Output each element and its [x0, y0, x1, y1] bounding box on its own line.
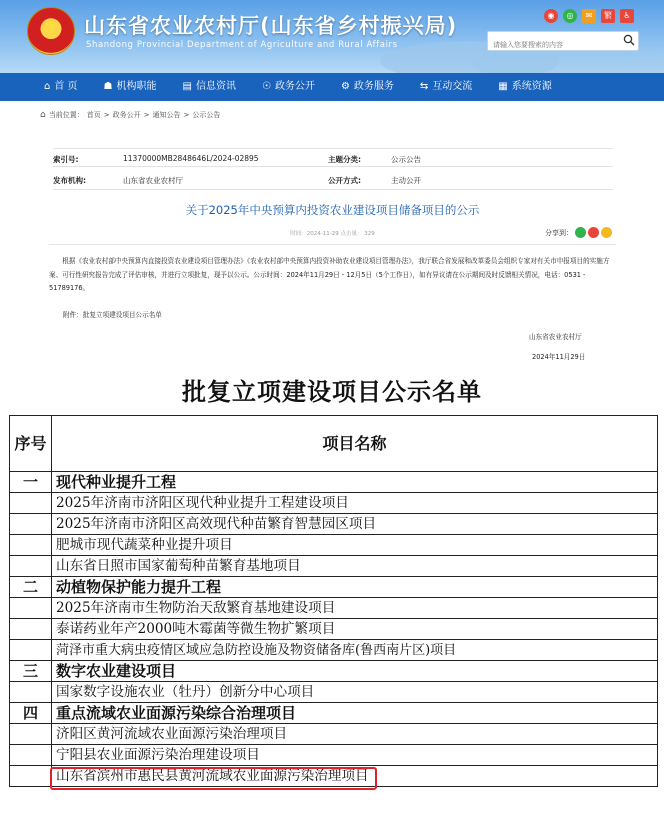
row-name: 现代种业提升工程 [52, 472, 658, 493]
nav-item-resources[interactable]: ▦ 系统资源 [498, 73, 551, 101]
row-name: 国家数字设施农业（牡丹）创新分中心项目 [52, 682, 658, 703]
nav-item-interaction[interactable]: ⇆ 互动交流 [420, 73, 472, 101]
table-header-row [10, 416, 658, 472]
nav-item-organization[interactable]: ☗ 机构职能 [104, 73, 157, 101]
row-name: 泰诺药业年产2000吨木霉菌等微生物扩繁项目 [52, 619, 658, 640]
table-row [10, 535, 658, 556]
breadcrumb-separator: > [183, 111, 190, 119]
national-emblem-icon[interactable]: ★ [27, 7, 75, 55]
row-name: 山东省日照市国家葡萄种苗繁育基地项目 [52, 556, 658, 577]
row-no: 四 [10, 703, 52, 724]
highlight-box [50, 767, 377, 790]
news-icon: ▤ [182, 81, 192, 92]
col-header-name: 项目名称 [52, 416, 658, 472]
breadcrumb-separator: > [103, 111, 110, 119]
row-no [10, 598, 52, 619]
index-value: 11370000MB2848646L/2024-02895 [123, 154, 259, 163]
home-icon: ⌂ [40, 110, 46, 120]
search-input[interactable] [488, 37, 622, 53]
meta-divider [53, 148, 613, 149]
home-icon: ⌂ [44, 81, 51, 92]
breadcrumb [40, 110, 220, 120]
signature-date: 2024年11月29日 [532, 353, 586, 361]
row-name: 重点流域农业面源污染综合治理项目 [52, 703, 658, 724]
row-no [10, 682, 52, 703]
publisher-label: 发布机构: [53, 176, 86, 185]
share-label: 分享到： [545, 228, 573, 237]
main-nav [0, 73, 664, 101]
row-no [10, 556, 52, 577]
table-row [10, 682, 658, 703]
category-value: 公示公告 [391, 155, 421, 164]
wechat-share-icon[interactable] [575, 227, 586, 238]
accessibility-icon[interactable]: ♿ [620, 9, 634, 23]
breadcrumb-separator: > [143, 111, 150, 119]
row-no [10, 766, 52, 787]
table-row [10, 661, 658, 682]
qzone-share-icon[interactable] [601, 227, 612, 238]
gov-info-icon: ☉ [261, 81, 271, 92]
interaction-icon: ⇆ [419, 81, 429, 92]
row-no [10, 493, 52, 514]
nav-item-news[interactable]: ▤ 信息资讯 [183, 73, 236, 101]
article-body: 根据《农业农村部中央预算内直接投资农业建设项目管理办法》《农业农村部中央预算内投资补助农业建设项目管理办法》，我厅联合省发展和改革委员会组织专家对有关市申报项目的实施方案、可行性研究报告完成了评估审核，并进行立项批复，现予以公示。公示时间：2024年11月29日 - 12月5日（5个工作日），如有异议请在公示期间及时反馈相关情况，电话：0531 - 51789176。 [49, 257, 610, 292]
row-no [10, 640, 52, 661]
row-name: 2025年济南市济阳区现代种业提升工程建设项目 [52, 493, 658, 514]
service-icon: ⚙ [340, 81, 350, 92]
meta-divider [53, 166, 613, 167]
nav-item-home[interactable]: ⌂ 首 页 [44, 73, 78, 101]
search-box [487, 31, 639, 51]
row-no [10, 535, 52, 556]
row-no [10, 724, 52, 745]
category-label: 主题分类: [328, 155, 361, 164]
row-name: 2025年济南市生物防治天敌繁育基地建设项目 [52, 598, 658, 619]
mail-icon[interactable]: ✉ [582, 9, 596, 23]
table-row [10, 640, 658, 661]
row-no: 一 [10, 472, 52, 493]
article-info: 时间：2024-11-29 点击量： 329 [290, 231, 375, 237]
breadcrumb-item[interactable]: 政务公开 [112, 111, 141, 119]
meta-divider [53, 189, 613, 190]
weibo-icon[interactable]: ◉ [544, 9, 558, 23]
col-header-no: 序号 [10, 416, 52, 472]
nav-item-gov-info[interactable]: ☉ 政务公开 [262, 73, 315, 101]
site-header [0, 0, 664, 73]
row-no: 三 [10, 661, 52, 682]
row-no: 二 [10, 577, 52, 598]
breadcrumb-item[interactable]: 公示公告 [192, 111, 221, 119]
social-links [544, 9, 634, 23]
row-name: 数字农业建设项目 [52, 661, 658, 682]
table-row [10, 724, 658, 745]
article-card [35, 128, 630, 370]
traditional-chinese-icon[interactable]: 繁 [601, 9, 615, 23]
index-label: 索引号: [53, 155, 79, 164]
weibo-share-icon[interactable] [588, 227, 599, 238]
row-name: 菏泽市重大病虫疫情区域应急防控设施及物资储备库(鲁西南片区)项目 [52, 640, 658, 661]
row-no [10, 514, 52, 535]
table-row [10, 556, 658, 577]
nav-item-gov-service[interactable]: ⚙ 政务服务 [341, 73, 394, 101]
signature-org: 山东省农业农村厅 [529, 333, 582, 341]
table-row [10, 745, 658, 766]
table-row [10, 703, 658, 724]
organization-icon: ☗ [103, 81, 113, 92]
project-table [9, 415, 658, 787]
row-name: 肥城市现代蔬菜种业提升项目 [52, 535, 658, 556]
site-subtitle: Shandong Provincial Department of Agriculture and Rural Affairs [86, 40, 398, 50]
table-row [10, 514, 658, 535]
attachment-link[interactable]: 附件：批复立项建设项目公示名单 [63, 311, 162, 319]
publisher-value: 山东省农业农村厅 [123, 176, 183, 185]
table-row [10, 577, 658, 598]
search-icon[interactable] [623, 34, 635, 46]
row-name: 山东省滨州市惠民县黄河流域农业面源污染治理项目 [52, 766, 658, 787]
breadcrumb-prefix: 当前位置： [48, 111, 84, 119]
row-name: 2025年济南市济阳区高效现代种苗繁育智慧园区项目 [52, 514, 658, 535]
table-row [10, 619, 658, 640]
row-no [10, 619, 52, 640]
article-title: 关于2025年中央预算内投资农业建设项目储备项目的公示 [185, 203, 480, 217]
breadcrumb-item[interactable]: 首页 [86, 111, 101, 119]
row-name: 宁阳县农业面源污染治理建设项目 [52, 745, 658, 766]
row-name: 济阳区黄河流域农业面源污染治理项目 [52, 724, 658, 745]
public-value: 主动公开 [391, 176, 421, 185]
site-title[interactable]: 山东省农业农村厅(山东省乡村振兴局) [84, 14, 458, 38]
wechat-icon[interactable]: ◎ [563, 9, 577, 23]
table-title: 批复立项建设项目公示名单 [182, 377, 482, 406]
breadcrumb-item[interactable]: 通知公告 [152, 111, 181, 119]
row-name: 动植物保护能力提升工程 [52, 577, 658, 598]
title-divider [49, 244, 616, 245]
share-bar [545, 227, 612, 238]
table-row [10, 598, 658, 619]
table-row [10, 493, 658, 514]
resources-icon: ▦ [498, 81, 508, 92]
public-label: 公开方式: [328, 176, 361, 185]
row-no [10, 745, 52, 766]
table-row [10, 472, 658, 493]
